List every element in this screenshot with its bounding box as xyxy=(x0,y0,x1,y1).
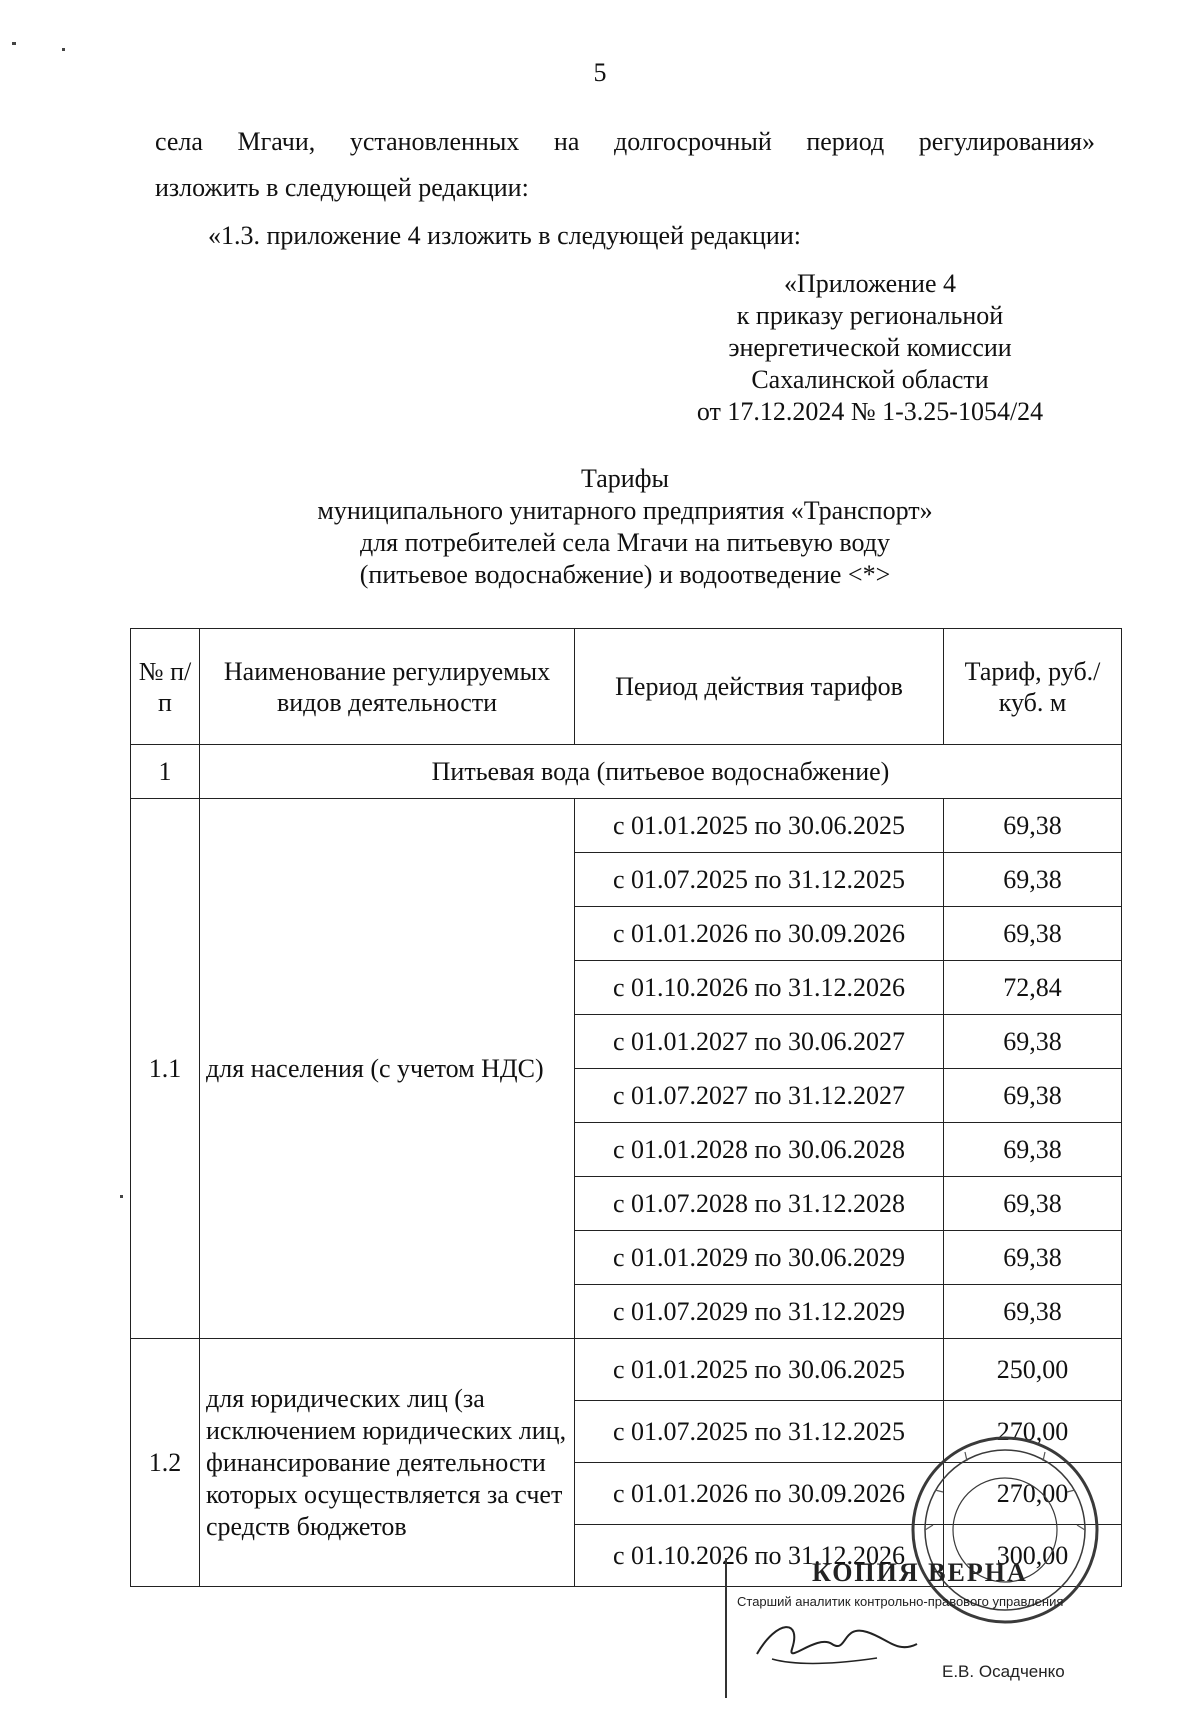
section-row xyxy=(131,745,1122,799)
scan-mark xyxy=(120,1195,123,1198)
appendix-line: энергетической комиссии xyxy=(728,333,1012,362)
appendix-line: к приказу региональной xyxy=(736,301,1004,330)
section-num: 1 xyxy=(131,745,200,799)
certified-copy-block xyxy=(725,1558,1097,1698)
scan-mark xyxy=(12,42,16,45)
tariff-cell: 270,00 xyxy=(944,1463,1122,1525)
tariff-cell: 69,38 xyxy=(944,907,1122,961)
title-line: для потребителей села Мгачи на питьевую воду xyxy=(359,528,891,557)
tariff-cell: 69,38 xyxy=(944,1123,1122,1177)
tariff-cell: 250,00 xyxy=(944,1339,1122,1401)
intro-line-2: изложить в следующей редакции: xyxy=(155,173,529,202)
period-cell: с 01.07.2028 по 31.12.2028 xyxy=(575,1177,944,1231)
period-cell: с 01.01.2026 по 30.09.2026 xyxy=(575,907,944,961)
tariff-cell: 300,00 xyxy=(944,1525,1122,1587)
period-cell: с 01.07.2027 по 31.12.2027 xyxy=(575,1069,944,1123)
title-line: муниципального унитарного предприятия «Транспорт» xyxy=(317,496,933,525)
appendix-header xyxy=(660,268,1080,428)
page-number: 5 xyxy=(593,58,607,87)
table-row xyxy=(131,1339,1122,1401)
tariff-cell: 69,38 xyxy=(944,1069,1122,1123)
period-cell: с 01.01.2029 по 30.06.2029 xyxy=(575,1231,944,1285)
tariff-cell: 69,38 xyxy=(944,1231,1122,1285)
title-line: Тарифы xyxy=(580,464,669,493)
period-cell: с 01.01.2025 по 30.06.2025 xyxy=(575,1339,944,1401)
scan-mark xyxy=(62,48,65,51)
period-cell: с 01.01.2026 по 30.09.2026 xyxy=(575,1463,944,1525)
handwritten-signature xyxy=(747,1614,927,1674)
certified-caption: КОПИЯ ВЕРНА xyxy=(812,1558,1028,1587)
appendix-line: «Приложение 4 xyxy=(783,269,957,298)
tariff-cell: 270,00 xyxy=(944,1401,1122,1463)
tariff-cell: 69,38 xyxy=(944,853,1122,907)
tariff-cell: 72,84 xyxy=(944,961,1122,1015)
tariff-cell: 69,38 xyxy=(944,1285,1122,1339)
appendix-line: от 17.12.2024 № 1-3.25-1054/24 xyxy=(696,397,1044,426)
title-line: (питьевое водоснабжение) и водоотведение <*> xyxy=(359,560,891,589)
document-title xyxy=(0,463,1200,591)
row-number: 1.1 xyxy=(131,799,200,1339)
header-num: № п/п xyxy=(131,629,200,745)
header-period: Период действия тарифов xyxy=(575,629,944,745)
tariff-cell: 69,38 xyxy=(944,799,1122,853)
intro-line-1: села Мгачи, установленных на долгосрочный период регулирования» xyxy=(155,127,1095,156)
period-cell: с 01.01.2027 по 30.06.2027 xyxy=(575,1015,944,1069)
group-population xyxy=(131,799,1122,1339)
table-row xyxy=(131,799,1122,853)
period-cell: с 01.07.2025 по 31.12.2025 xyxy=(575,853,944,907)
tariff-cell: 69,38 xyxy=(944,1177,1122,1231)
header-tariff: Тариф, руб./куб. м xyxy=(944,629,1122,745)
period-cell: с 01.07.2025 по 31.12.2025 xyxy=(575,1401,944,1463)
section-label: Питьевая вода (питьевое водоснабжение) xyxy=(200,745,1122,799)
activity-name: для населения (с учетом НДС) xyxy=(200,799,575,1339)
tariff-cell: 69,38 xyxy=(944,1015,1122,1069)
activity-name: для юридических лиц (за исключением юридических лиц, финансирование деятельности которых осуществляется за счет средств бюджетов xyxy=(200,1339,575,1587)
appendix-line: Сахалинской области xyxy=(751,365,989,394)
header-name: Наименование регулируемых видов деятельности xyxy=(200,629,575,745)
certifier-role: Старший аналитик контрольно-правового управления xyxy=(737,1594,1064,1609)
period-cell: с 01.10.2026 по 31.12.2026 xyxy=(575,1525,944,1587)
period-cell: с 01.07.2029 по 31.12.2029 xyxy=(575,1285,944,1339)
period-cell: с 01.01.2028 по 30.06.2028 xyxy=(575,1123,944,1177)
table-header-row xyxy=(131,629,1122,745)
period-cell: с 01.01.2025 по 30.06.2025 xyxy=(575,799,944,853)
signer-name: Е.В. Осадченко xyxy=(942,1662,1065,1681)
period-cell: с 01.10.2026 по 31.12.2026 xyxy=(575,961,944,1015)
row-number: 1.2 xyxy=(131,1339,200,1587)
clause-text: «1.3. приложение 4 изложить в следующей редакции: xyxy=(208,221,801,250)
